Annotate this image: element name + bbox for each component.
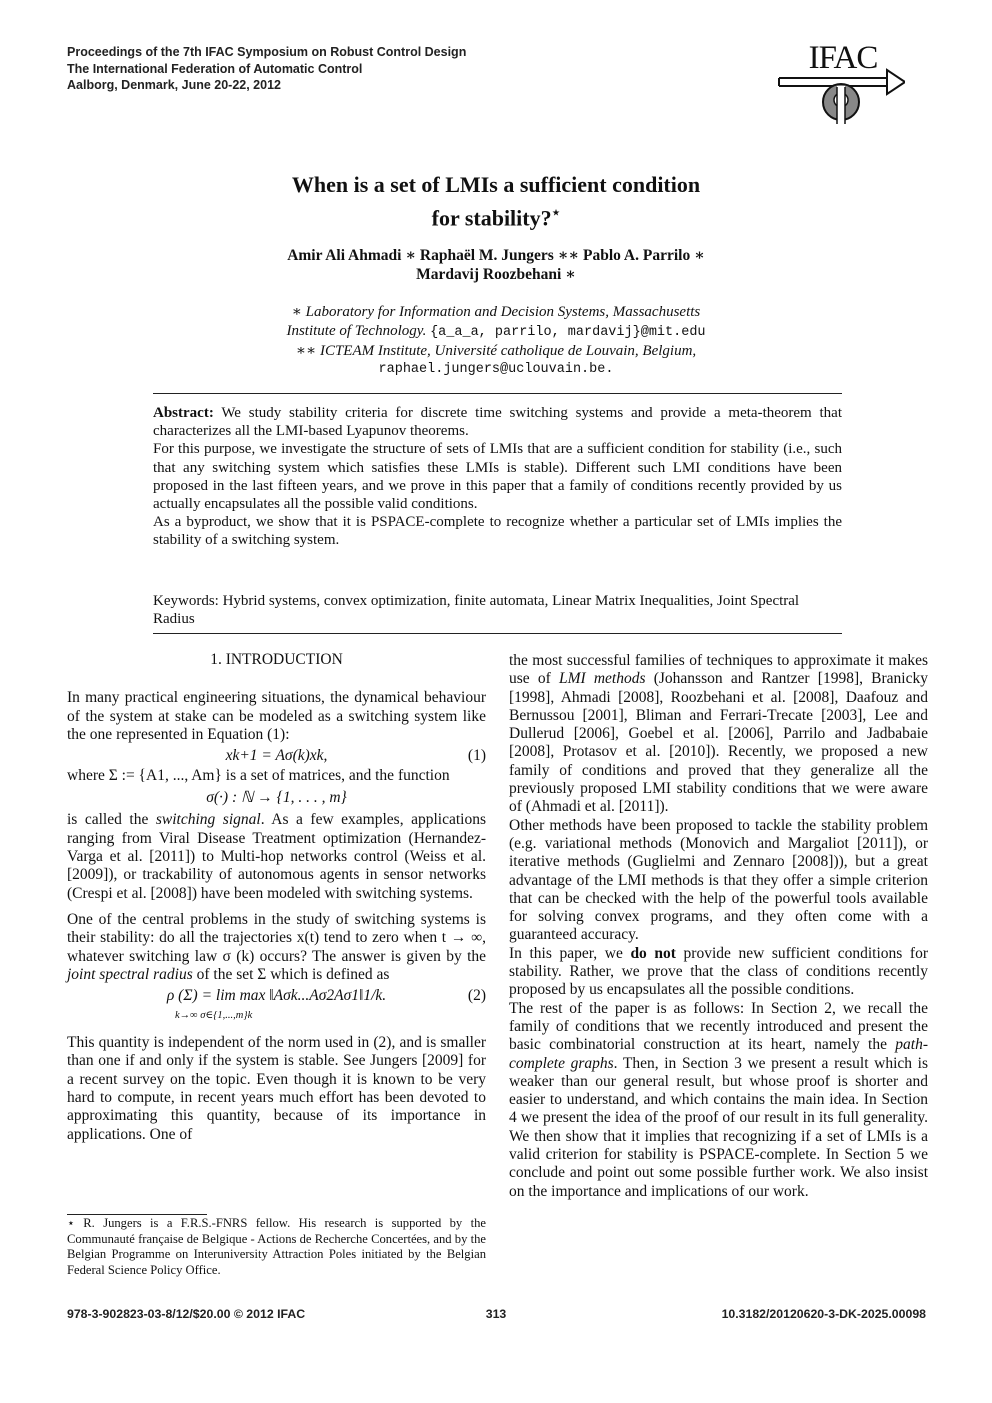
intro-paragraph-2: where Σ := {A1, ..., Am} is a set of matrices, and the function <box>67 767 450 785</box>
left-column <box>67 651 486 1144</box>
proceedings-header <box>67 44 466 94</box>
right-p4-pre: The rest of the paper is as follows: In Section 2, we recall the family of conditions that we recently introduced and present the basic combinatorial construction at its heart, namely the <box>509 999 928 1054</box>
title-footnote-marker: ⋆ <box>551 206 561 221</box>
abstract-label: Abstract: <box>153 405 214 421</box>
author-list <box>150 246 842 284</box>
affiliation-line-3: ∗∗ ICTEAM Institute, Université catholique de Louvain, Belgium, <box>295 343 697 359</box>
intro-paragraph-3 <box>67 811 486 902</box>
right-p1-post: (Johansson and Rantzer [1998], Branicky [1998], Ahmadi [2008], Roozbehani et al. [2008], Daafouz and Bernussou [2001], Bliman and Ferrari-Trecate [2003], Lee and Dullerud [2006], Goebel et al. [2006], Parrilo and Jadbabaie [2008], Protasov et al. [2010]). Recently, we proposed a new family of conditions and proved that they generalize all the previously proposed LMI stability conditions that we were aware of (Ahmadi et al. [2011]). <box>509 670 928 816</box>
lmi-methods-term: LMI methods <box>558 670 646 688</box>
venue-line: Aalborg, Denmark, June 20-22, 2012 <box>67 78 281 92</box>
ifac-logo <box>775 38 905 126</box>
right-paragraph-4 <box>509 1000 928 1201</box>
abstract-top-rule <box>153 393 842 394</box>
ifac-logo-text: IFAC <box>808 40 878 76</box>
affiliation-line-2 <box>150 322 842 343</box>
intro-paragraph-1: In many practical engineering situations, the dynamical behaviour of the system at stake can be modeled as a switching system like the one represented in Equation (1): <box>67 689 486 743</box>
equation-2-subscript: k→∞ σ∈{1,...,m}k <box>175 1010 253 1022</box>
right-column <box>509 652 928 1201</box>
footnote: ⋆ R. Jungers is a F.R.S.-FNRS fellow. His research is supported by the Communauté française de Belgique - Actions de Recherche Concertées, and by the Belgian Programme on Interuniversity Attraction Poles initiated by the Belgian Federal Science Policy Office. <box>67 1216 486 1277</box>
intro-p3-pre: is called the <box>67 811 156 829</box>
abstract-bottom-rule <box>153 633 842 634</box>
abstract-text-1: We study stability criteria for discrete time switching systems and provide a meta-theorem that characterizes all the LMI-based Lyapunov theorems. <box>153 405 842 440</box>
doi-footer: 10.3182/20120620-3-DK-2025.00098 <box>721 1307 926 1321</box>
abstract-paragraph-2: For this purpose, we investigate the structure of sets of LMIs that are a sufficient condition for stability (i.e., such that any switching system which satisfies these LMIs is stable). Different such LMI conditions have been proposed in the last fifteen years, and we prove in this paper that a family of conditions recently provided by us actually encapsulates all the possible valid conditions. <box>153 441 842 513</box>
isbn-footer: 978-3-902823-03-8/12/$20.00 © 2012 IFAC <box>67 1307 306 1321</box>
equation-1-body: xk+1 = Aσ(k)xk, <box>225 747 328 765</box>
equation-sigma <box>67 785 486 811</box>
do-not-emphasis: do not <box>630 944 676 962</box>
abstract-paragraph-1 <box>153 404 842 440</box>
intro-paragraph-4 <box>67 911 486 984</box>
right-paragraph-3 <box>509 945 928 1000</box>
equation-2 <box>67 984 486 1034</box>
right-p3-post: provide new sufficient conditions for stability. Rather, we prove that the class of conditions recently proposed by us encapsulates all the possible conditions. <box>509 944 928 999</box>
affiliation-institute: Institute of Technology. <box>286 322 427 339</box>
title-line-2-text: for stability? <box>431 205 552 231</box>
equation-2-number: (2) <box>467 987 486 1005</box>
right-p3-pre: In this paper, we <box>509 944 631 962</box>
right-p1-pre: the most successful families of techniques to approximate it makes use of <box>509 652 928 688</box>
title-line-2 <box>150 199 842 232</box>
intro-p4-pre: One of the central problems in the study of switching systems is their stability: do all the trajectories x(t) tend to zero when t → ∞, whatever switching law σ (k) occurs? The answer is given by the <box>67 910 486 965</box>
page-number: 313 <box>485 1307 507 1321</box>
abstract <box>153 404 842 550</box>
right-paragraph-2: Other methods have been proposed to tackle the stability problem (e.g. variational methods (Monovich and Margaliot [2011]), or iterative methods (Guglielmi and Zennaro [2008])), but a great advantage of the LMI methods is that they offer a simple criterion that can be checked with the help of the powerful tools available for solving convex programs, and they often come with a guaranteed accuracy. <box>509 816 928 944</box>
section-heading-introduction: 1. INTRODUCTION <box>210 651 343 668</box>
abstract-paragraph-3: As a byproduct, we show that it is PSPACE-complete to recognize whether a particular set of LMIs implies the stability of a switching system. <box>153 514 842 549</box>
authors-line-2: Mardavij Roozbehani ∗ <box>416 266 576 283</box>
proceedings-line: Proceedings of the 7th IFAC Symposium on Robust Control Design <box>67 45 467 59</box>
footnote-rule <box>67 1214 207 1215</box>
authors-line-1: Amir Ali Ahmadi ∗ Raphaël M. Jungers ∗∗ Pablo A. Parrilo ∗ <box>287 247 705 264</box>
equation-sigma-body: σ(·) : ℕ → {1, . . . , m} <box>206 789 347 807</box>
mit-email: {a_a_a, parrilo, mardavij}@mit.edu <box>430 324 706 340</box>
equation-1 <box>67 744 486 767</box>
intro-paragraph-5: This quantity is independent of the norm used in (2), and is smaller than one if and only if the system is stable. See Jungers [2009] for a recent survey on the topic. Even though it is known to be very hard to compute, in recent years much effort has been devoted to approximating this quantity, because of its importance in applications. One of <box>67 1034 486 1143</box>
right-p4-post: . Then, in Section 3 we present a result which is weaker than our general result, but whose proof is shorter and easier to understand, and which contains the main idea. In Section 4 we present the idea of the proof of our result in its full generality. We then show that it implies that recognizing if a set of LMIs is a valid criterion for stability is PSPACE-complete. In Section 5 we conclude and point out some possible further work. We also insist on the importance and implications of our work. <box>509 1054 929 1200</box>
intro-p4-post: of the set Σ which is defined as <box>192 965 390 983</box>
path-complete-graphs-term: path-complete graphs <box>509 1036 928 1072</box>
affiliation-line-1: ∗ Laboratory for Information and Decision Systems, Massachusetts <box>291 304 701 320</box>
paper-title <box>150 170 842 232</box>
switching-signal-term: switching signal <box>155 811 261 829</box>
equation-1-number: (1) <box>467 747 486 765</box>
uclouvain-email: raphael.jungers@uclouvain.be. <box>378 361 614 377</box>
intro-p3-post: . As a few examples, applications ranging from Viral Disease Treatment optimization (Hernandez-Varga et al. [2011]) to Multi-hop networks control (Weiss et al. [2009]), or trackability of autonomous agents in sensor networks (Crespi et al. [2008]) have been modeled with switching systems. <box>67 811 486 902</box>
title-line-1: When is a set of LMIs a sufficient condition <box>291 172 701 197</box>
keywords: Keywords: Hybrid systems, convex optimization, finite automata, Linear Matrix Inequalities, Joint Spectral Radius <box>153 593 800 628</box>
right-paragraph-1 <box>509 652 928 817</box>
federation-line: The International Federation of Automatic Control <box>67 61 363 76</box>
equation-2-body: ρ (Σ) = lim max ‖Aσk...Aσ2Aσ1‖1/k. <box>166 987 387 1005</box>
joint-spectral-radius-term: joint spectral radius <box>67 965 193 983</box>
affiliations <box>150 303 842 379</box>
